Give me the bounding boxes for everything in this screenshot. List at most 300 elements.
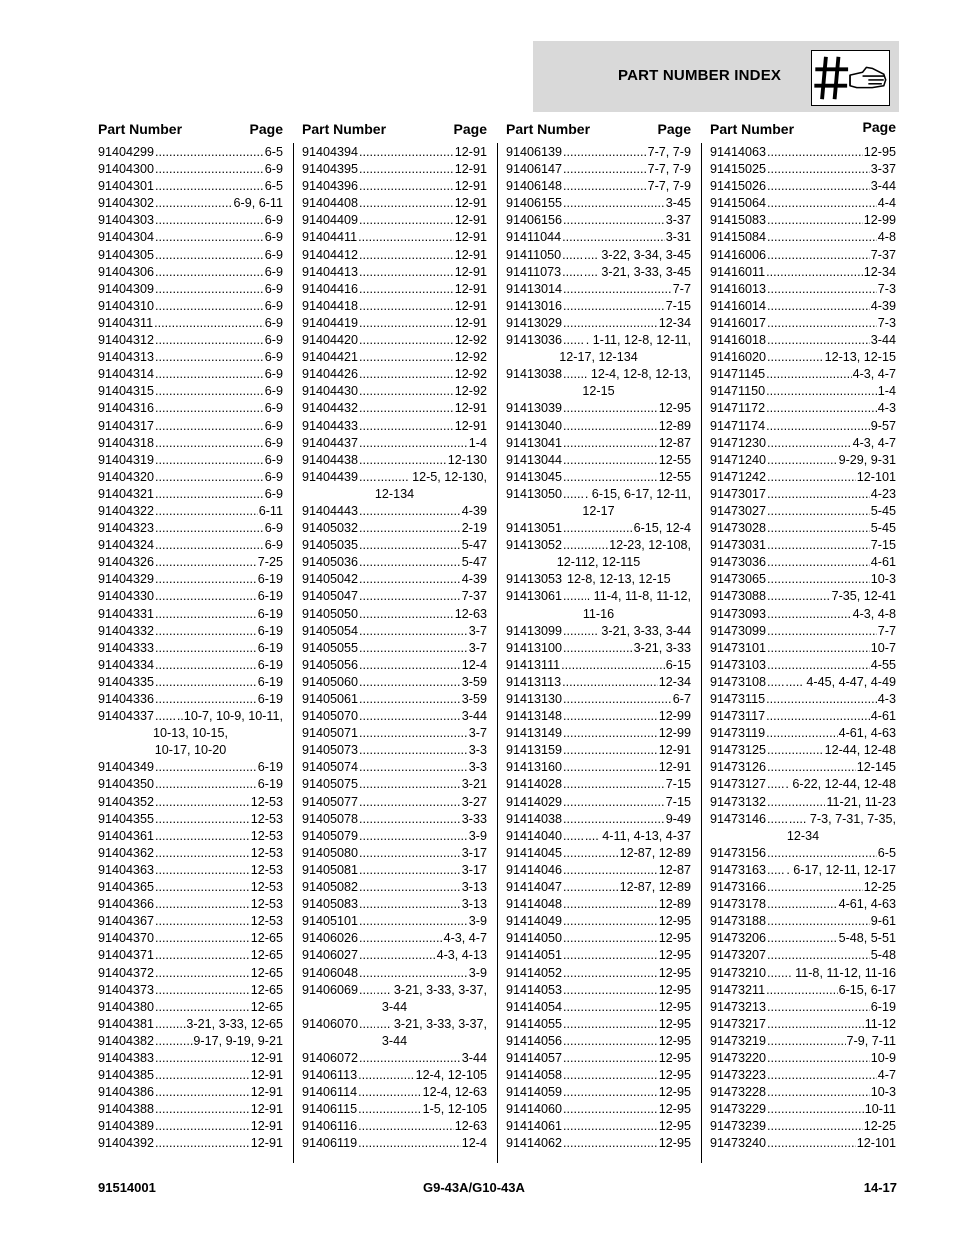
dot-leader [767, 212, 863, 229]
part-number: 91414029 [506, 794, 563, 809]
index-entry [710, 1016, 896, 1033]
dot-leader [359, 982, 375, 999]
page-reference: 12-63 [454, 1119, 487, 1134]
dot-leader [561, 657, 665, 674]
part-number: 91471172 [710, 401, 766, 416]
index-entry [710, 725, 896, 742]
page-reference: 3-21 [461, 777, 487, 792]
page-reference: 4-55 [870, 657, 896, 672]
part-number: 91404310 [98, 298, 155, 313]
part-number: 91405080 [302, 845, 359, 860]
dot-leader [563, 828, 584, 845]
dot-leader [767, 247, 870, 264]
page-reference: 9-29, 9-31 [838, 452, 896, 467]
part-number: 91404361 [98, 828, 155, 843]
index-entry [506, 229, 691, 246]
part-number: 91473031 [710, 538, 767, 553]
page-reference: 6-5 [264, 179, 283, 194]
index-entry [302, 298, 487, 315]
dot-leader [563, 759, 658, 776]
index-entry [98, 913, 283, 930]
dot-leader [563, 913, 658, 930]
part-number: 91406155 [506, 196, 563, 211]
part-number: 91471145 [710, 367, 766, 382]
column-divider [701, 143, 702, 1163]
dot-leader [358, 229, 454, 246]
index-entry [506, 845, 691, 862]
dot-leader [563, 315, 658, 332]
page-reference: 10-7 [870, 640, 896, 655]
page-reference: 12-65 [250, 982, 283, 997]
page-reference: . 6-15, 6-17, 12-11, [584, 486, 691, 501]
page-reference: 5-48, 5-51 [838, 931, 896, 946]
page-reference: 12-145 [856, 760, 896, 775]
index-entry [710, 930, 896, 947]
dot-leader [563, 400, 658, 417]
part-number: 91404330 [98, 589, 155, 604]
index-entry [98, 366, 283, 383]
page-reference: .... 3-21, 3-33, 3-37, [376, 982, 487, 997]
part-number: 91473166 [710, 880, 767, 895]
part-number: 91405083 [302, 897, 359, 912]
page-reference: 12-95 [658, 1033, 691, 1048]
dot-leader [767, 606, 852, 623]
page-reference: 4-3, 4-7 [852, 367, 896, 382]
dot-leader [155, 195, 232, 212]
page-reference: 6-9 [264, 281, 283, 296]
page-reference: 3-7 [468, 623, 487, 638]
index-entry [98, 178, 283, 195]
page-reference: 6-19 [257, 657, 283, 672]
page-reference: 12-87, 12-89 [619, 880, 691, 895]
index-entry [98, 708, 283, 759]
page-reference: 3-31 [665, 230, 691, 245]
part-number: 91404412 [302, 247, 359, 262]
dot-leader [767, 486, 870, 503]
part-number: 91473036 [710, 555, 767, 570]
index-entry [98, 828, 283, 845]
dot-leader [359, 947, 436, 964]
dot-leader [155, 1016, 175, 1033]
index-entry [710, 229, 896, 246]
index-entry [302, 725, 487, 742]
page-reference: 12-130 [447, 452, 487, 467]
index-entry [302, 982, 487, 1016]
dot-leader [359, 691, 461, 708]
index-entry [506, 879, 691, 896]
index-entry [98, 1067, 283, 1084]
index-entry [98, 195, 283, 212]
part-number: 91414063 [710, 145, 767, 159]
page-reference: 12-95 [658, 982, 691, 997]
dot-leader [359, 623, 468, 640]
dot-leader [155, 383, 264, 400]
index-entry [506, 623, 691, 640]
page-reference: 12-53 [250, 897, 283, 912]
page-reference: 11-21, 11-23 [826, 794, 896, 809]
index-entry [98, 674, 283, 691]
part-number: 91416017 [710, 315, 767, 330]
index-entry [98, 623, 283, 640]
dot-leader [767, 195, 877, 212]
part-number: 91413050 [506, 486, 563, 501]
index-entry [506, 759, 691, 776]
dot-leader [155, 828, 250, 845]
page-reference: 12-53 [250, 828, 283, 843]
index-entry [302, 606, 487, 623]
dot-leader [767, 571, 870, 588]
page-reference: . 11-4, 11-8, 11-12, [586, 589, 691, 604]
page-reference: 12-91 [454, 315, 487, 330]
page-reference: .... 3-21, 3-33, 3-45 [583, 264, 691, 279]
page-reference: 12-8, 12-13, 12-15 [567, 572, 671, 587]
dot-leader [155, 896, 250, 913]
dot-leader [359, 896, 461, 913]
index-entry [98, 1050, 283, 1067]
page-title: PART NUMBER INDEX [618, 67, 782, 84]
page-reference: 12-92 [454, 384, 487, 399]
dot-leader [359, 759, 468, 776]
index-entry [710, 486, 896, 503]
dot-leader [563, 332, 585, 349]
index-entry [98, 640, 283, 657]
page-reference-continuation: 12-17 [582, 503, 615, 518]
index-entry [710, 144, 896, 161]
dot-leader [155, 264, 264, 281]
index-entry [506, 862, 691, 879]
index-entry [302, 400, 487, 417]
part-number: 91473163 [710, 862, 767, 877]
part-number: 91406156 [506, 213, 563, 228]
part-number-heading: Part Number [710, 121, 795, 137]
part-number: 91404419 [302, 315, 359, 330]
page-reference: 4-3 [877, 401, 896, 416]
dot-leader [155, 1084, 250, 1101]
dot-leader [155, 435, 264, 452]
index-entry [302, 229, 487, 246]
part-number: 91405055 [302, 640, 359, 655]
dot-leader [359, 742, 468, 759]
page-reference: 12-25 [863, 1119, 896, 1134]
page-reference: 3-44 [461, 1050, 487, 1065]
index-entry [710, 298, 896, 315]
page-reference: 1-4 [877, 384, 896, 399]
dot-leader [358, 1084, 421, 1101]
page-reference: 12-99 [658, 726, 691, 741]
dot-leader [766, 400, 877, 417]
page-reference: 12-91 [454, 145, 487, 159]
index-entry [302, 144, 487, 161]
dot-leader [766, 366, 851, 383]
page-reference: 12-13, 12-15 [824, 350, 896, 365]
index-entry [710, 366, 896, 383]
page-reference: 7-15 [665, 298, 691, 313]
dot-leader [359, 349, 454, 366]
index-entry [710, 212, 896, 229]
page-reference: 3-44 [870, 333, 896, 348]
page-reference: 12-4 [461, 1136, 487, 1151]
part-number: 91414059 [506, 1085, 563, 1100]
dot-leader [563, 1067, 658, 1084]
dot-leader [767, 452, 838, 469]
index-entry [98, 794, 283, 811]
part-number: 91405071 [302, 726, 359, 741]
dot-leader [359, 383, 454, 400]
index-entry [98, 435, 283, 452]
dot-leader [359, 776, 461, 793]
page-reference: 7-15 [665, 794, 691, 809]
index-entry [98, 554, 283, 571]
dot-leader [767, 913, 870, 930]
part-number: 91404418 [302, 298, 359, 313]
dot-leader [766, 383, 877, 400]
part-number: 91416013 [710, 281, 767, 296]
part-number: 91404331 [98, 606, 155, 621]
part-number: 91404370 [98, 931, 155, 946]
part-number: 91404319 [98, 452, 155, 467]
part-number: 91415083 [710, 213, 767, 228]
dot-leader [563, 212, 665, 229]
page-reference: 6-19 [257, 760, 283, 775]
page-reference: 12-91 [250, 1085, 283, 1100]
page-reference: 12-4, 12-63 [422, 1085, 487, 1100]
dot-leader [155, 811, 250, 828]
dot-leader [359, 452, 447, 469]
page-reference-continuation: 3-44 [381, 999, 408, 1014]
index-entry [98, 1101, 283, 1118]
dot-leader [155, 212, 264, 229]
index-entry [302, 554, 487, 571]
page-reference: 12-91 [454, 281, 487, 296]
page-reference: 6-15 [665, 657, 691, 672]
index-entry [302, 281, 487, 298]
page-reference: 6-19 [257, 589, 283, 604]
part-number: 91404333 [98, 640, 155, 655]
index-entry [98, 349, 283, 366]
index-entry [710, 588, 896, 605]
part-number: 91473132 [710, 794, 767, 809]
part-number: 91471230 [710, 435, 767, 450]
page-reference: 3-17 [461, 845, 487, 860]
page-reference: 12-89 [658, 897, 691, 912]
index-entry [506, 418, 691, 435]
page-reference: .... 3-21, 3-33, 3-37, [376, 1016, 487, 1031]
dot-leader [359, 195, 454, 212]
page-reference: . 6-22, 12-44, 12-48 [785, 777, 896, 792]
part-number: 91473188 [710, 914, 767, 929]
page-reference: 12-34 [658, 315, 691, 330]
dot-leader [359, 657, 461, 674]
part-number: 91473220 [710, 1050, 767, 1065]
part-number: 91404363 [98, 862, 155, 877]
dot-leader [155, 161, 264, 178]
part-number: 91413044 [506, 452, 563, 467]
page-reference: 12-34 [863, 264, 896, 279]
page-reference: 7-7 [672, 281, 691, 296]
index-entry [506, 1118, 691, 1135]
page-reference: 12-91 [250, 1050, 283, 1065]
index-entry [98, 845, 283, 862]
index-entry [710, 571, 896, 588]
dot-leader [767, 1016, 864, 1033]
dot-leader [767, 845, 877, 862]
page-reference-continuation: 12-17, 12-134 [559, 350, 638, 365]
index-entry [98, 144, 283, 161]
page-reference: .... 4-11, 4-13, 4-37 [584, 828, 691, 843]
part-number: 91405035 [302, 538, 359, 553]
index-entry [98, 1118, 283, 1135]
part-number: 91415084 [710, 230, 767, 245]
page-reference: 12-91 [658, 760, 691, 775]
page-reference: 6-9, 6-11 [233, 196, 283, 211]
index-entry [302, 862, 487, 879]
part-number: 91406113 [302, 1068, 358, 1083]
part-number: 91404349 [98, 760, 155, 775]
page-reference: 3-45 [665, 196, 691, 211]
part-number: 91414057 [506, 1050, 563, 1065]
dot-leader [359, 794, 461, 811]
part-number: 91405082 [302, 880, 359, 895]
dot-leader [563, 144, 647, 161]
part-number: 91405073 [302, 743, 359, 758]
dot-leader [563, 1033, 658, 1050]
part-number: 91411073 [506, 264, 562, 279]
dot-leader [563, 879, 619, 896]
index-entry [302, 879, 487, 896]
page-reference: 7-9, 7-11 [846, 1033, 896, 1048]
part-number: 91413099 [506, 623, 563, 638]
page-reference: 3-7 [468, 640, 487, 655]
dot-leader [563, 708, 658, 725]
dot-leader [359, 862, 461, 879]
part-number: 91473210 [710, 965, 767, 980]
index-entry [710, 195, 896, 212]
page-reference: 6-19 [257, 692, 283, 706]
part-number: 91473178 [710, 897, 767, 912]
page-heading: Page [862, 119, 896, 135]
part-number: 91406027 [302, 948, 359, 963]
part-number: 91413149 [506, 726, 563, 741]
part-number: 91404332 [98, 623, 155, 638]
page-reference-continuation: 10-17, 10-20 [154, 743, 227, 758]
index-entry [98, 862, 283, 879]
dot-leader [562, 247, 583, 264]
part-number: 91414052 [506, 965, 563, 980]
part-number: 91405047 [302, 589, 359, 604]
dot-leader [767, 674, 784, 691]
part-number: 91405056 [302, 657, 359, 672]
part-number: 91404433 [302, 418, 359, 433]
part-number: 91406114 [302, 1085, 358, 1100]
part-number: 91413100 [506, 640, 563, 655]
page-reference: 6-9 [264, 162, 283, 177]
part-number: 91473108 [710, 674, 767, 689]
dot-leader [155, 606, 257, 623]
part-number: 91473088 [710, 589, 767, 604]
index-entry [302, 247, 487, 264]
dot-leader [155, 1101, 250, 1118]
index-entry [302, 1084, 487, 1101]
page-reference: 12-53 [250, 862, 283, 877]
dot-leader [563, 161, 647, 178]
page-reference: 12-53 [250, 794, 283, 809]
part-number: 91471242 [710, 469, 767, 484]
page-reference: 4-39 [461, 503, 487, 518]
entry-list [506, 144, 691, 1153]
index-entry [506, 947, 691, 964]
index-entry [302, 1101, 487, 1118]
part-number: 91473229 [710, 1102, 767, 1117]
part-number: 91405075 [302, 777, 359, 792]
page-reference: 12-34 [658, 674, 691, 689]
dot-leader [563, 178, 647, 195]
part-number: 91413014 [506, 281, 563, 296]
part-number: 91413160 [506, 760, 563, 775]
dot-leader [563, 776, 665, 793]
page-reference: 4-61, 4-63 [838, 726, 896, 741]
index-entry [98, 520, 283, 537]
page-reference: 6-5 [877, 845, 896, 860]
dot-leader [563, 811, 665, 828]
index-entry [506, 811, 691, 828]
page-reference: 6-15, 12-4 [633, 521, 691, 536]
index-entry [302, 571, 487, 588]
dot-leader [359, 520, 461, 537]
part-number: 91404326 [98, 555, 155, 570]
page-reference: 12-95 [658, 1119, 691, 1134]
page-reference: 9-61 [870, 914, 896, 929]
part-number: 91404313 [98, 350, 155, 365]
column-divider [497, 143, 498, 1163]
page-reference: 6-7 [672, 692, 691, 706]
page-reference: 6-9 [264, 384, 283, 399]
dot-leader [767, 930, 838, 947]
dot-leader [767, 537, 870, 554]
dot-leader [155, 691, 257, 708]
part-number: 91405042 [302, 572, 359, 587]
dot-leader [767, 554, 870, 571]
index-entry [98, 1016, 283, 1033]
dot-leader [359, 606, 454, 623]
index-entry [710, 999, 896, 1016]
dot-leader [359, 418, 454, 435]
index-entry [98, 965, 283, 982]
page-reference: 12-53 [250, 811, 283, 826]
dot-leader [155, 332, 264, 349]
index-entry [98, 469, 283, 486]
dot-leader [155, 281, 264, 298]
page-reference: 2-19 [461, 521, 487, 536]
part-number: 91404395 [302, 162, 359, 177]
index-entry [98, 264, 283, 281]
part-number: 91406119 [302, 1136, 358, 1151]
page-reference: 4-61, 4-63 [838, 897, 896, 912]
part-number: 91413113 [506, 674, 562, 689]
entry-list [98, 144, 283, 1153]
part-number: 91405036 [302, 555, 359, 570]
page-reference: 12-65 [250, 948, 283, 963]
page-reference: 3-44 [870, 179, 896, 194]
part-number: 91473028 [710, 521, 767, 536]
dot-leader [359, 588, 461, 605]
dot-leader [563, 1016, 658, 1033]
index-entry [506, 965, 691, 982]
part-number: 91404373 [98, 982, 155, 997]
part-number: 91414040 [506, 828, 563, 843]
page-reference: 4-23 [870, 486, 896, 501]
part-number: 91416014 [710, 298, 767, 313]
index-entry [506, 571, 691, 588]
